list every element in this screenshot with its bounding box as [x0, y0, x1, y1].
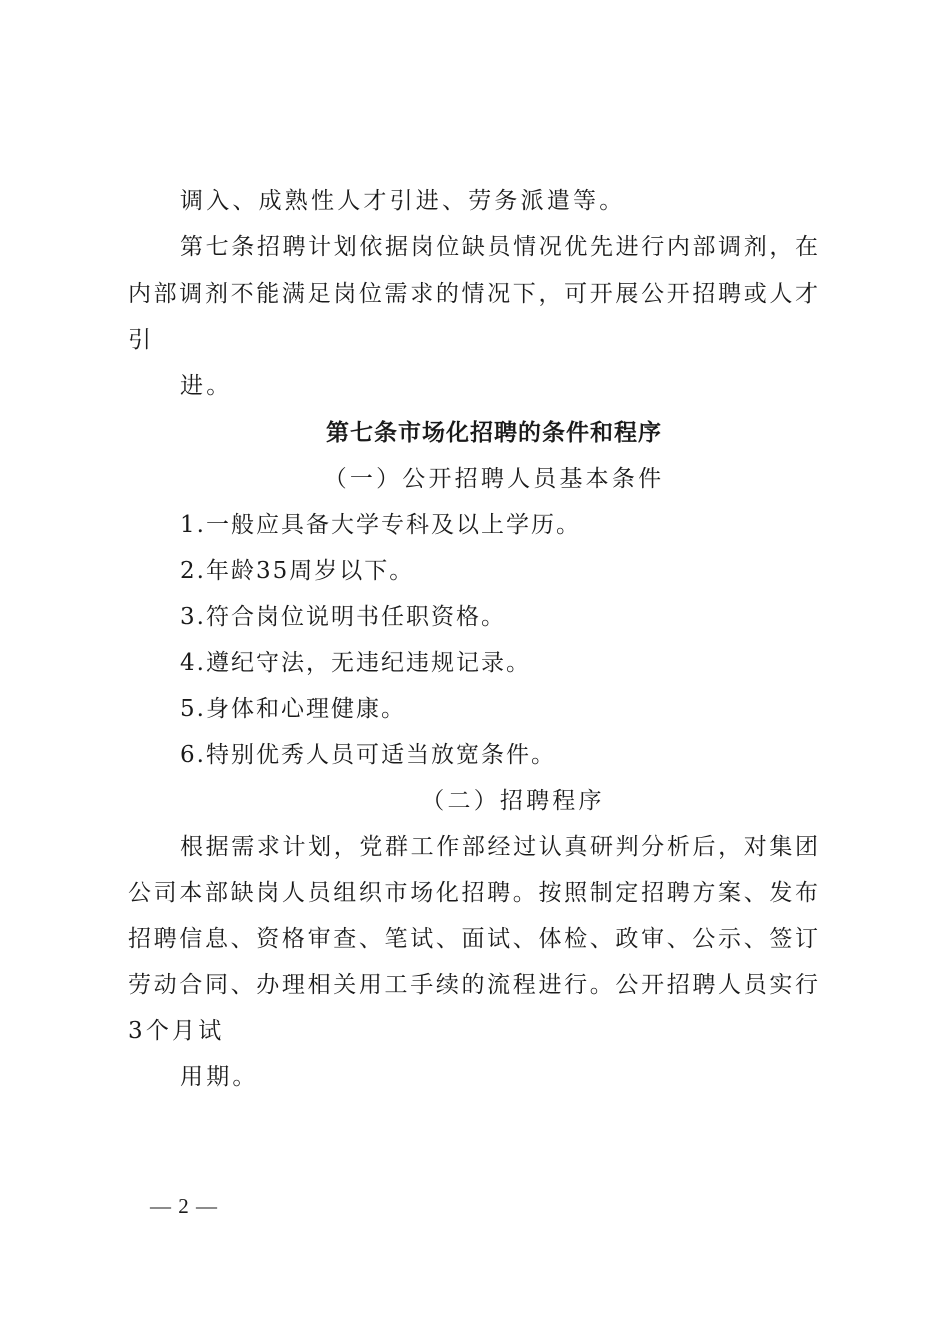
paragraph-line: 引 — [128, 327, 155, 353]
subsection-heading: （一）公开招聘人员基本条件 — [323, 466, 665, 492]
list-item: 2.年龄35周岁以下。 — [180, 558, 415, 584]
list-item: 1.一般应具备大学专科及以上学历。 — [180, 512, 581, 538]
paragraph-line: 劳动合同、办理相关用工手续的流程进行。公开招聘人员实行 — [128, 972, 818, 998]
paragraph-line: 3个月试 — [128, 1018, 225, 1044]
list-item: 3.符合岗位说明书任职资格。 — [180, 604, 506, 630]
list-item: 5.身体和心理健康。 — [180, 696, 406, 722]
paragraph-line: 内部调剂不能满足岗位需求的情况下，可开展公开招聘或人才 — [128, 281, 818, 307]
paragraph-line: 公司本部缺岗人员组织市场化招聘。按照制定招聘方案、发布 — [128, 880, 818, 906]
paragraph-line: 招聘信息、资格审查、笔试、面试、体检、政审、公示、签订 — [128, 926, 818, 952]
paragraph-line: 第七条招聘计划依据岗位缺员情况优先进行内部调剂，在 — [180, 234, 818, 260]
paragraph-line: 调入、成熟性人才引进、劳务派遣等。 — [180, 188, 626, 214]
paragraph-line: 进。 — [180, 373, 233, 399]
section-heading: 第七条市场化招聘的条件和程序 — [326, 419, 662, 446]
subsection-heading: （二）招聘程序 — [421, 788, 605, 814]
paragraph-line: 用期。 — [180, 1064, 259, 1090]
page-number: — 2 — — [150, 1194, 218, 1218]
list-item: 6.特别优秀人员可适当放宽条件。 — [180, 742, 556, 768]
list-item: 4.遵纪守法，无违纪违规记录。 — [180, 650, 531, 676]
paragraph-line: 根据需求计划，党群工作部经过认真研判分析后，对集团 — [180, 834, 818, 860]
